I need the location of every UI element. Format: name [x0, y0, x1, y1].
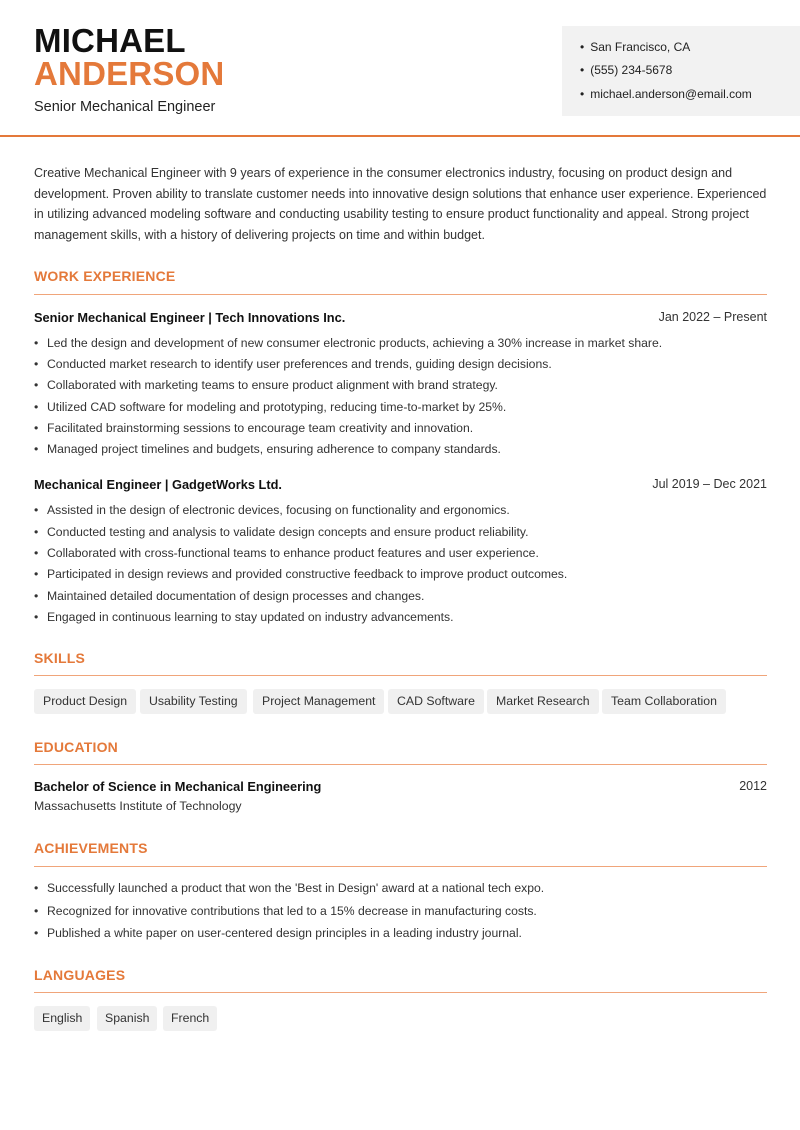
language-tag: Spanish	[97, 1006, 157, 1031]
job-title: Senior Mechanical Engineer	[34, 99, 216, 115]
section-title-skills: SKILLS	[34, 650, 85, 666]
language-tag: English	[34, 1006, 90, 1031]
job-bullet: • Collaborated with marketing teams to ensure product alignment with brand strategy.	[34, 378, 498, 392]
achievement-bullet: • Successfully launched a product that won the 'Best in Design' award at a national tech expo.	[34, 881, 544, 895]
section-title-education: EDUCATION	[34, 739, 118, 755]
section-title-achievements: ACHIEVEMENTS	[34, 840, 148, 856]
language-tag: French	[163, 1006, 217, 1031]
section-divider	[34, 675, 767, 676]
section-title-languages: LANGUAGES	[34, 967, 126, 983]
job-bullet: • Collaborated with cross-functional teams to enhance product features and user experience.	[34, 546, 539, 560]
job-heading: Senior Mechanical Engineer | Tech Innovations Inc.	[34, 310, 346, 325]
section-divider	[34, 992, 767, 993]
section-divider	[34, 294, 767, 295]
job-bullet: • Participated in design reviews and provided constructive feedback to improve product outcomes.	[34, 567, 567, 581]
job-bullet: • Maintained detailed documentation of design processes and changes.	[34, 589, 424, 603]
job-bullet: • Engaged in continuous learning to stay updated on industry advancements.	[34, 610, 454, 624]
section-divider	[34, 764, 767, 765]
job-bullet: • Assisted in the design of electronic devices, focusing on functionality and ergonomics.	[34, 503, 510, 517]
contact-location: • San Francisco, CA	[580, 40, 690, 54]
job-dates: Jan 2022 – Present	[658, 310, 767, 324]
education-degree: Bachelor of Science in Mechanical Engineering	[34, 779, 322, 794]
job-bullet: • Facilitated brainstorming sessions to encourage team creativity and innovation.	[34, 421, 473, 435]
job-bullet: • Led the design and development of new consumer electronic products, achieving a 30% increase in market share.	[34, 336, 662, 350]
skill-tag: Usability Testing	[140, 689, 247, 714]
contact-email[interactable]: • michael.anderson@email.com	[580, 87, 752, 101]
contact-phone[interactable]: • (555) 234-5678	[580, 63, 672, 77]
job-bullet: • Utilized CAD software for modeling and prototyping, reducing time-to-market by 25%.	[34, 400, 506, 414]
section-divider	[34, 866, 767, 867]
contact-box	[562, 26, 800, 116]
education-year: 2012	[739, 779, 767, 793]
professional-summary: Creative Mechanical Engineer with 9 years of experience in the consumer electronics industry, focusing on product design and development. Proven ability to translate customer needs into innovative design solutions that enhance user experience. Experienced in utilizing advanced modeling software and conducting usability testing to ensure product functionality and appeal. Strong project management skills, with a history of delivering projects on time and within budget.	[34, 166, 767, 243]
resume-header	[0, 0, 800, 137]
first-name: MICHAEL	[34, 22, 186, 59]
job-heading: Mechanical Engineer | GadgetWorks Ltd.	[34, 477, 282, 492]
education-school: Massachusetts Institute of Technology	[34, 799, 242, 813]
skill-tag: Market Research	[487, 689, 599, 714]
skill-tag: Product Design	[34, 689, 136, 714]
skill-tag: CAD Software	[388, 689, 484, 714]
job-bullet: • Managed project timelines and budgets, ensuring adherence to company standards.	[34, 442, 501, 456]
achievement-bullet: • Recognized for innovative contributions that led to a 15% decrease in manufacturing costs.	[34, 904, 537, 918]
skill-tag: Team Collaboration	[602, 689, 726, 714]
skill-tag: Project Management	[253, 689, 384, 714]
job-bullet: • Conducted market research to identify user preferences and trends, guiding design decisions.	[34, 357, 552, 371]
last-name: ANDERSON	[34, 55, 225, 92]
section-title-work: WORK EXPERIENCE	[34, 268, 176, 284]
job-bullet: • Conducted testing and analysis to validate design concepts and ensure product reliability.	[34, 525, 528, 539]
job-dates: Jul 2019 – Dec 2021	[652, 477, 767, 491]
achievement-bullet: • Published a white paper on user-centered design principles in a leading industry journal.	[34, 926, 522, 940]
